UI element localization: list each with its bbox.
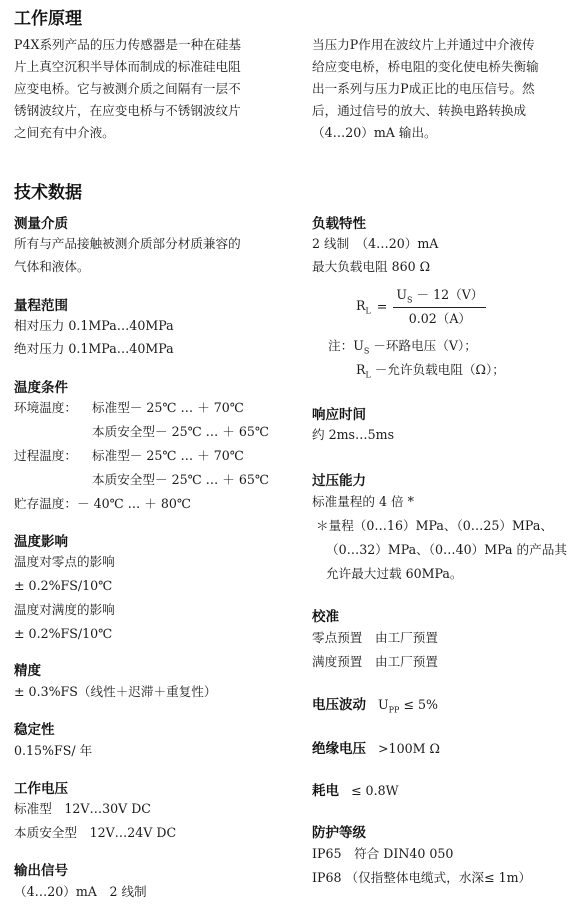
text-line: 应变电桥。它与被测介质之间隔有一层不	[14, 81, 241, 96]
ambient-label: 环境温度：	[14, 400, 77, 415]
response-value: 约 2ms…5ms	[312, 427, 395, 442]
temp-effect-line: ± 0.2%FS/10℃	[14, 578, 113, 593]
text-line: 给应变电桥，桥电阻的变化使电桥失衡输	[312, 59, 539, 74]
storage-temp: 贮存温度：－ 40℃ … ＋ 80℃	[14, 496, 191, 511]
voltage-line: 本质安全型 12V…24V DC	[14, 825, 177, 840]
overload-note: 允许最大过载 60MPa。	[326, 566, 463, 581]
ripple-value: $U_{PP} \le 5\%$	[378, 697, 438, 715]
formula-note-1: 注：$U_S$ －环路电压（V）；	[328, 338, 477, 356]
overload-line: 标准量程的 4 倍 *	[312, 494, 414, 509]
accuracy-heading: 精度	[14, 663, 41, 679]
protection-line: IP65 符合 DIN40 050	[312, 846, 454, 861]
principle-title: 工作原理	[14, 9, 82, 29]
range-heading: 量程范围	[14, 298, 68, 314]
ambient-standard: 标准型－ 25℃ … ＋ 70℃	[92, 400, 244, 415]
power-heading: 耗电	[312, 783, 339, 799]
medium-heading: 测量介质	[14, 216, 68, 232]
range-line: 绝对压力 0.1MPa…40MPa	[14, 341, 174, 356]
text-line: 之间充有中介液。	[14, 125, 115, 140]
equals-sign: =	[376, 299, 388, 315]
formula-fraction	[393, 286, 486, 327]
power-value: ≤ 0.8W	[351, 783, 399, 798]
temp-heading: 温度条件	[14, 380, 68, 396]
temp-effect-heading: 温度影响	[14, 534, 68, 550]
load-line: 2 线制 （4…20）mA	[312, 236, 439, 251]
text-line: 出一系列与压力P成正比的电压信号。然	[312, 81, 535, 96]
temp-effect-line: 温度对零点的影响	[14, 554, 115, 569]
formula-note-2: $R_L$ －允许负载电阻（Ω）；	[356, 362, 505, 380]
rl-symbol: $R_L$	[356, 297, 371, 316]
load-formula	[356, 286, 486, 327]
formula-numerator: $U_S - 12(V)$	[393, 286, 486, 308]
text-line: 当压力P作用在波纹片上并通过中介液传	[312, 37, 535, 52]
principle-right-paragraph	[312, 34, 539, 144]
overload-heading: 过压能力	[312, 473, 366, 489]
accuracy-value: ± 0.3%FS（线性＋迟滞＋重复性）	[14, 684, 217, 699]
process-safe: 本质安全型－ 25℃ … ＋ 65℃	[92, 472, 269, 487]
insulation-heading: 绝缘电压	[312, 741, 366, 757]
output-value: （4…20）mA 2 线制	[14, 884, 147, 899]
stability-value: 0.15%FS/ 年	[14, 743, 93, 758]
load-heading: 负载特性	[312, 216, 366, 232]
calibration-line: 零点预置 由工厂预置	[312, 630, 438, 645]
response-heading: 响应时间	[312, 407, 366, 423]
text-line: 后，通过信号的放大、转换电路转换成	[312, 103, 527, 118]
voltage-line: 标准型 12V…30V DC	[14, 801, 151, 816]
process-standard: 标准型－ 25℃ … ＋ 70℃	[92, 448, 244, 463]
overload-note: ＊量程（0…16）MPa、（0…25）MPa、	[316, 518, 553, 533]
insulation-row	[312, 737, 440, 757]
principle-left-paragraph	[14, 34, 241, 144]
stability-heading: 稳定性	[14, 722, 55, 738]
ripple-row	[312, 693, 438, 716]
power-row	[312, 779, 399, 799]
protection-heading: 防护等级	[312, 825, 366, 841]
overload-note: （0…32）MPa、（0…40）MPa 的产品其	[326, 542, 567, 557]
text-line: 片上真空沉积半导体而制成的标准硅电阻	[14, 59, 241, 74]
ambient-safe: 本质安全型－ 25℃ … ＋ 65℃	[92, 424, 269, 439]
ripple-heading: 电压波动	[312, 697, 366, 713]
temp-effect-line: 温度对满度的影响	[14, 602, 115, 617]
text-line: 锈钢波纹片，在应变电桥与不锈钢波纹片	[14, 103, 241, 118]
formula-denominator: 0.02（A）	[408, 311, 472, 327]
output-heading: 输出信号	[14, 863, 68, 879]
medium-line: 气体和液体。	[14, 259, 90, 274]
medium-line: 所有与产品接触被测介质部分材质兼容的	[14, 236, 241, 251]
calibration-line: 满度预置 由工厂预置	[312, 654, 438, 669]
temp-effect-line: ± 0.2%FS/10℃	[14, 626, 113, 641]
range-line: 相对压力 0.1MPa…40MPa	[14, 318, 174, 333]
load-line: 最大负载电阻 860 Ω	[312, 259, 431, 274]
process-label: 过程温度：	[14, 448, 77, 463]
insulation-value: >100M Ω	[378, 741, 440, 756]
text-line: （4…20）mA 输出。	[312, 125, 437, 140]
protection-line: IP68 （仅指整体电缆式，水深≤ 1m）	[312, 870, 532, 885]
specs-title: 技术数据	[14, 183, 82, 203]
calibration-heading: 校准	[312, 609, 339, 625]
text-line: P4X系列产品的压力传感器是一种在硅基	[14, 37, 241, 52]
voltage-heading: 工作电压	[14, 781, 68, 797]
